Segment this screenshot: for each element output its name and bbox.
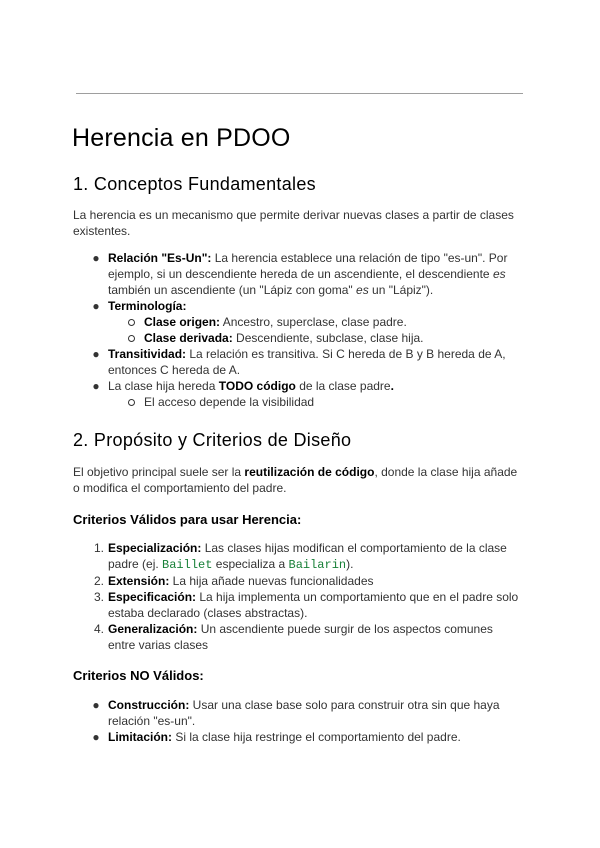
horizontal-rule [76, 93, 523, 94]
bullet-icon: ● [92, 379, 100, 393]
bullet-icon: ● [92, 251, 100, 265]
list-item-generalizacion: 4. Generalización: Un ascendiente puede surgir de los aspectos comunes entre varias clases [93, 622, 493, 652]
section-heading-proposito: 2. Propósito y Criterios de Diseño [73, 430, 352, 450]
sublist-item-clase-derivada: Clase derivada: Descendiente, subclase, clase hija. [144, 330, 524, 346]
document-title: Herencia en PDOO [72, 124, 291, 152]
list-item-herencia-todo: ● La clase hija hereda TODO código de la clase padre. El acceso depende la visibilidad [108, 378, 523, 410]
bullet-icon: ● [92, 299, 100, 313]
list-item-terminologia: ● Terminología: Clase origen: Ancestro, superclase, clase padre. Clase derivada: Descendiente, subclase, clase hija. [108, 298, 523, 346]
criterios-validos-list [93, 540, 523, 653]
bullet-icon: ● [92, 730, 100, 744]
subheading-criterios-no-validos: Criterios NO Válidos: [73, 668, 204, 683]
circle-bullet-icon [128, 319, 135, 326]
section-heading-conceptos: 1. Conceptos Fundamentales [73, 174, 316, 194]
criterios-no-validos-list [92, 697, 523, 745]
list-item-especializacion: 1. Especialización: Las clases hijas modifican el comportamiento de la clase padre (ej. Baillet especializa a Bailarin). [93, 541, 507, 572]
circle-bullet-icon [128, 399, 135, 406]
list-item-construccion: ● Construcción: Usar una clase base solo para construir otra sin que haya relación "es-un". [92, 698, 500, 728]
list-item-especificacion: 3. Especificación: La hija implementa un comportamiento que en el padre solo estaba declarado (clases abstractas). [93, 590, 519, 620]
section1-intro: La herencia es un mecanismo que permite derivar nuevas clases a partir de clases existentes. [73, 208, 514, 238]
list-item-extension: 2. Extensión: La hija añade nuevas funcionalidades [93, 574, 374, 588]
sublist-item-clase-origen: Clase origen: Ancestro, superclase, clase padre. [144, 314, 524, 330]
sublist-item-visibilidad: El acceso depende la visibilidad [144, 394, 524, 410]
subheading-criterios-validos: Criterios Válidos para usar Herencia: [73, 512, 302, 527]
conceptos-list [92, 250, 523, 410]
terminologia-sublist [144, 314, 524, 346]
bullet-icon: ● [92, 347, 100, 361]
bullet-icon: ● [92, 698, 100, 712]
circle-bullet-icon [128, 335, 135, 342]
list-item-relacion: ● Relación "Es-Un": La herencia establece una relación de tipo "es-un". Por ejemplo, si un descendiente hereda de un ascendiente, el descendiente es también un ascendiente (un "Lápiz con goma" es un "Lápiz"). [92, 251, 508, 297]
section2-intro: El objetivo principal suele ser la reutilización de código, donde la clase hija añade o modifica el comportamiento del padre. [73, 465, 518, 495]
list-item-transitividad: ● Transitividad: La relación es transitiva. Si C hereda de B y B hereda de A, entonces C hereda de A. [92, 347, 506, 377]
list-item-limitacion: ● Limitación: Si la clase hija restringe el comportamiento del padre. [92, 730, 461, 744]
visibilidad-sublist [144, 394, 524, 410]
